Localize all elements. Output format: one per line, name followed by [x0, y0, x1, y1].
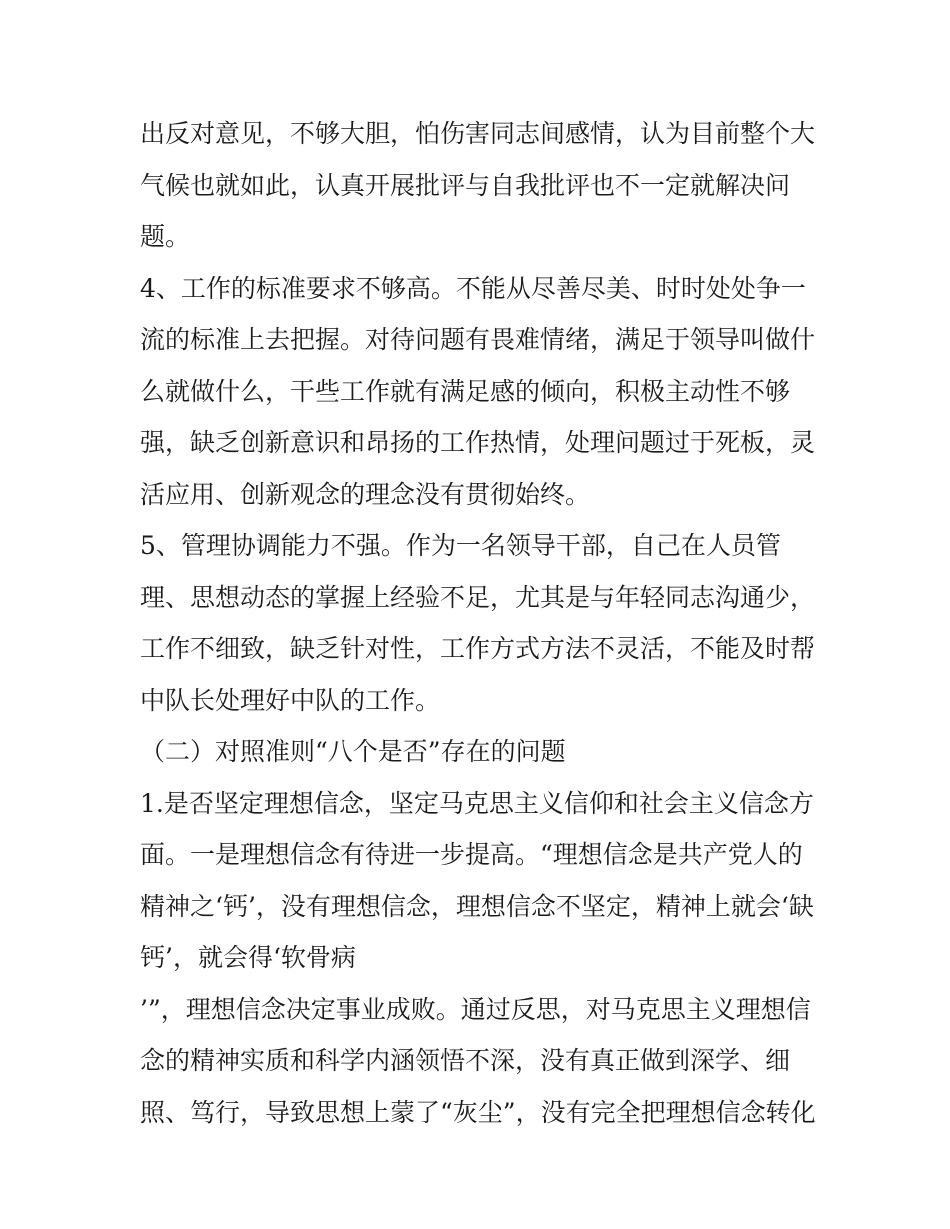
text-line: 中队长处理好中队的工作。	[140, 685, 441, 715]
text-line: 出反对意见，不够大胆，怕伤害同志间感情，认为目前整个大	[140, 119, 816, 148]
text-line: 照、笃行，导致思想上蒙了“灰尘”，没有完全把理想信念转化	[140, 1097, 816, 1127]
text-line: 面。一是理想信念有待进一步提高。“理想信念是共产党人的	[140, 840, 803, 869]
text-line: 钙’，就会得‘软骨病	[140, 943, 356, 972]
text-line: 流的标准上去把握。对待问题有畏难情绪，满足于领导叫做什	[140, 325, 816, 354]
text-line: 么就做什么，干些工作就有满足感的倾向，积极主动性不够	[140, 376, 791, 406]
text-line: 气候也就如此，认真开展批评与自我批评也不一定就解决问	[140, 170, 791, 200]
text-line: 理、思想动态的掌握上经验不足，尤其是与年轻同志沟通少，	[140, 582, 816, 612]
text-line: 念的精神实质和科学内涵领悟不深，没有真正做到深学、细	[140, 1046, 791, 1075]
text-line: ’”，理想信念决定事业成败。通过反思，对马克思主义理想信	[140, 994, 811, 1024]
text-line: 工作不细致，缺乏针对性，工作方式方法不灵活，不能及时帮	[140, 634, 816, 663]
text-line: 精神之‘钙’，没有理想信念，理想信念不坚定，精神上就会‘缺	[140, 891, 814, 921]
text-line: 5、管理协调能力不强。作为一名领导干部，自己在人员管	[140, 531, 781, 560]
section-heading: （二）对照准则“八个是否”存在的问题	[140, 737, 566, 766]
text-line: 强，缺乏创新意识和昂扬的工作热情，处理问题过于死板，灵	[140, 428, 816, 457]
text-line: 题。	[140, 222, 191, 251]
body-text	[140, 108, 820, 1138]
text-line: 活应用、创新观念的理念没有贯彻始终。	[140, 479, 591, 509]
text-line: 4、工作的标准要求不够高。不能从尽善尽美、时时处处争一	[140, 273, 806, 303]
text-line: 1.是否坚定理想信念，坚定马克思主义信仰和社会主义信念方	[140, 788, 814, 818]
